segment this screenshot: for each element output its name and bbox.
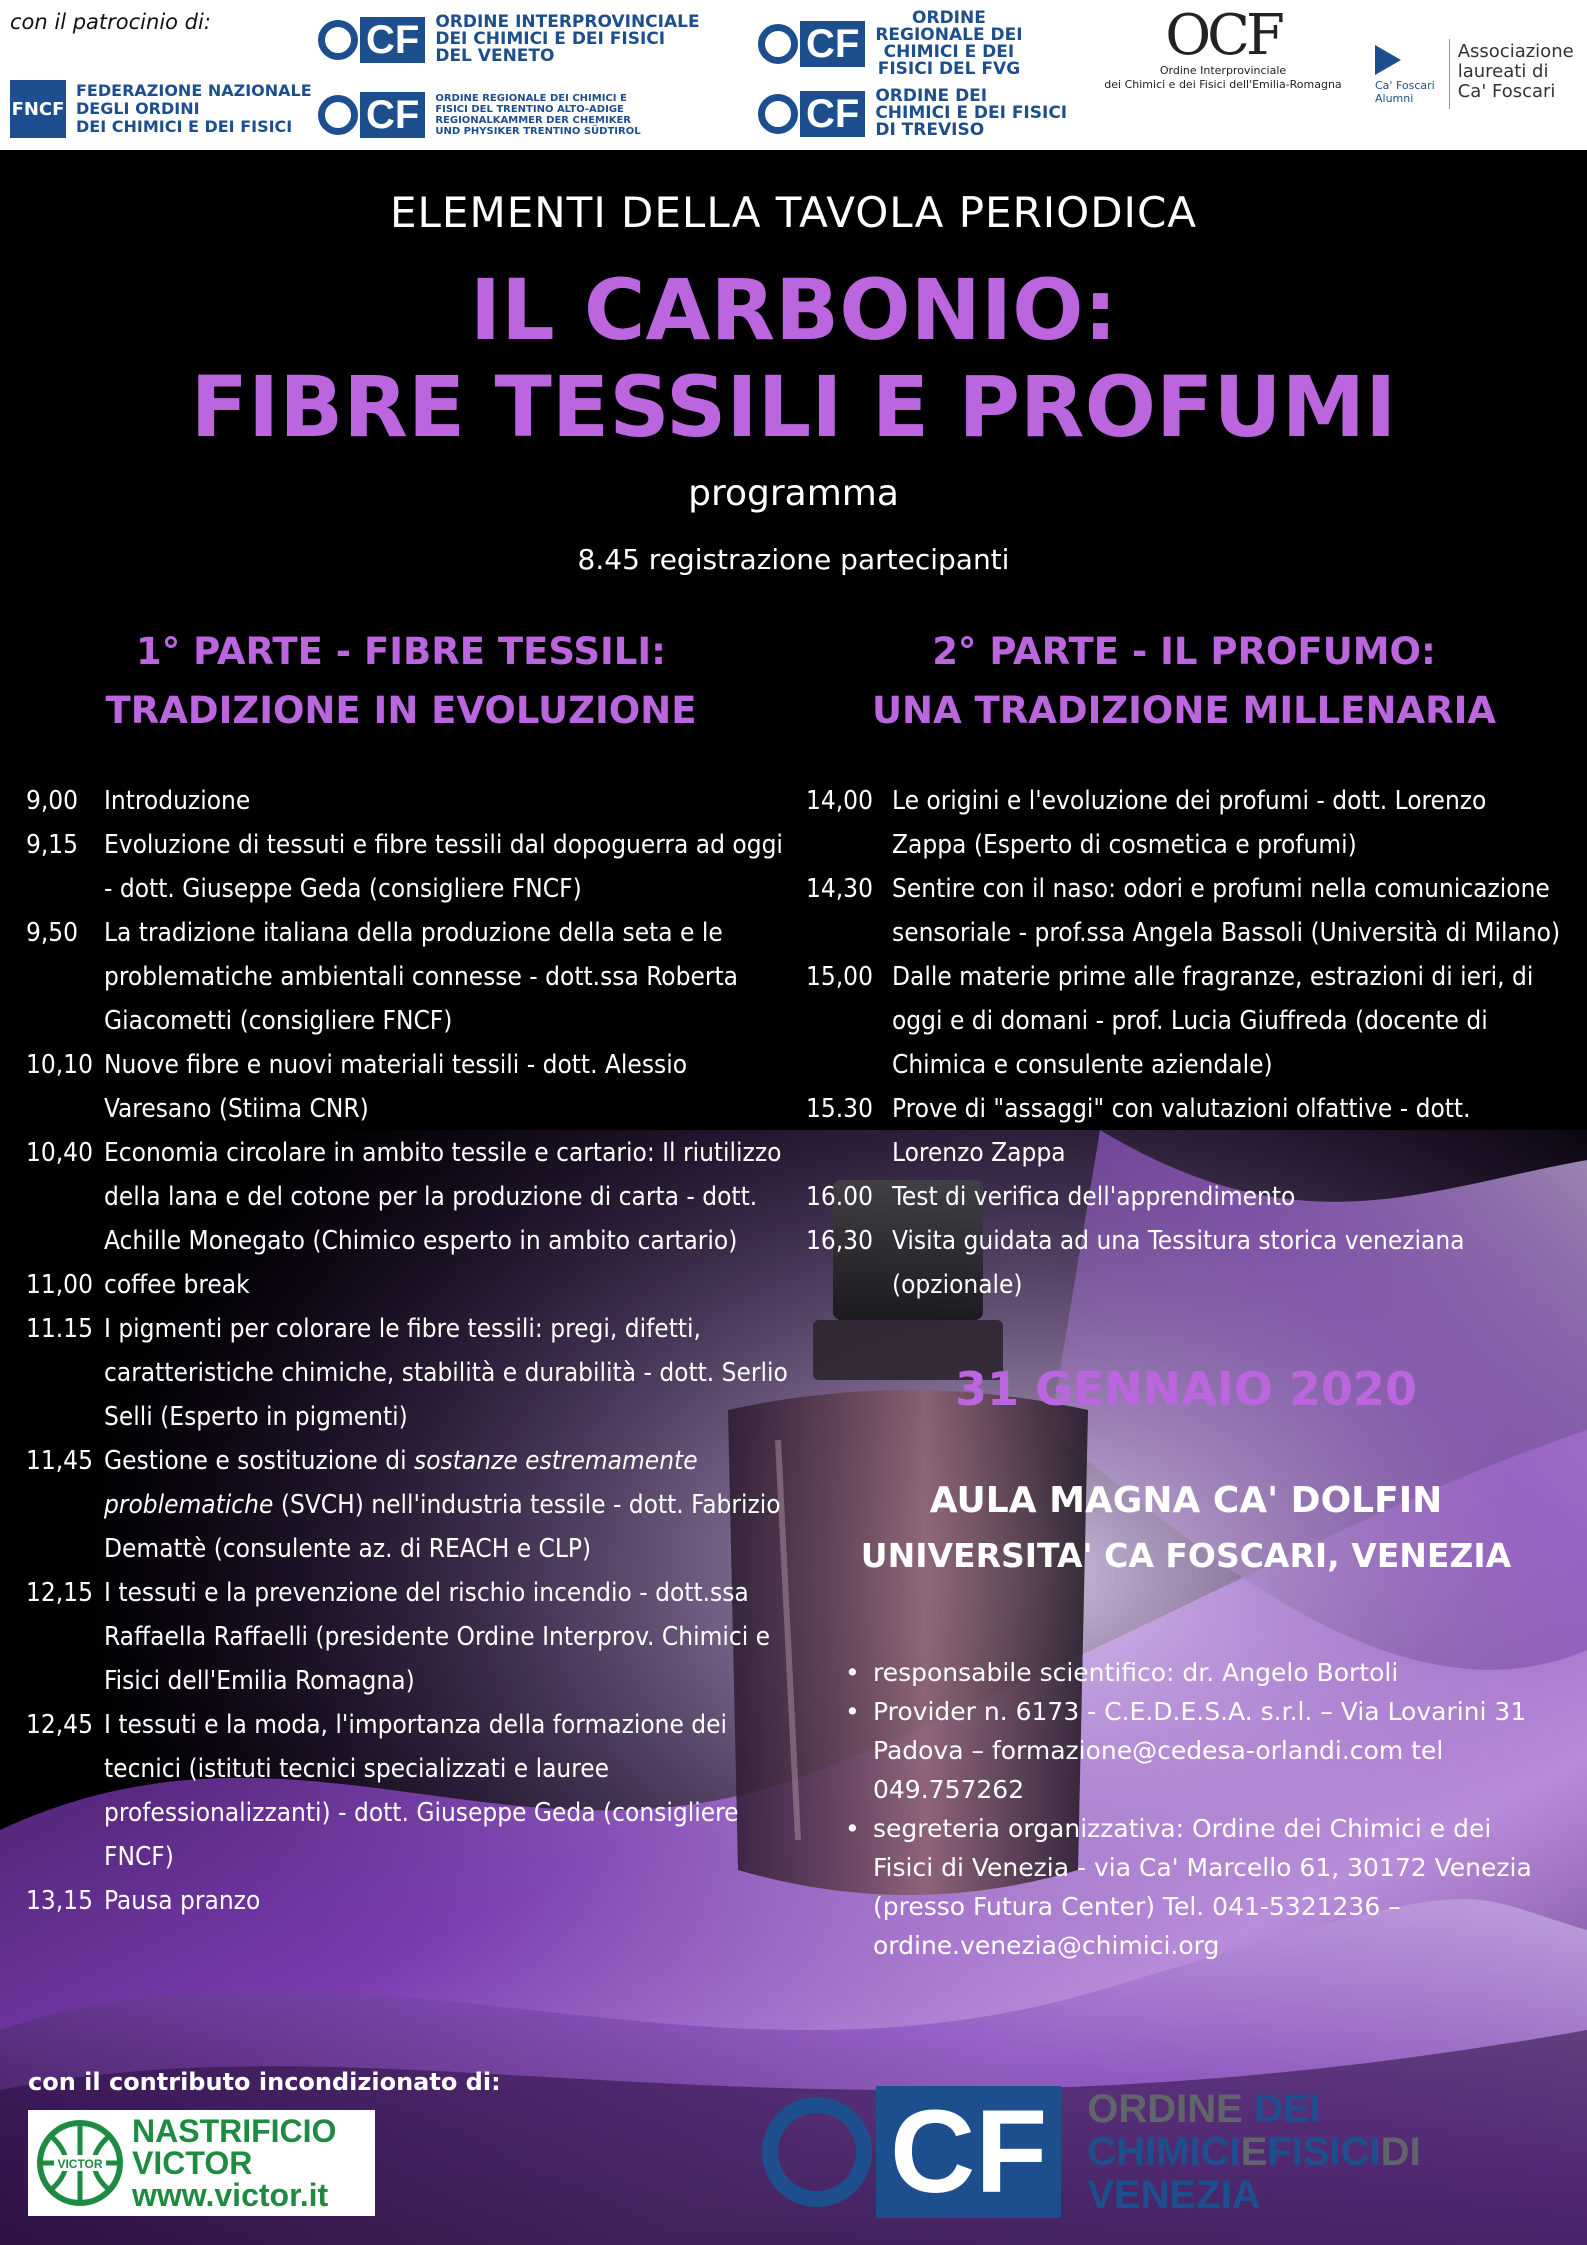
schedule-row <box>806 1175 1566 1219</box>
schedule-description: Nuove fibre e nuovi materiali tessili - dott. Alessio Varesano (Stiima CNR) <box>104 1050 688 1124</box>
description-text: Gestione e sostituzione di <box>104 1446 415 1476</box>
part2-heading <box>804 622 1564 740</box>
schedule-row <box>26 1263 796 1307</box>
fncf-name: FEDERAZIONE NAZIONALE DEGLI ORDINI DEI CHIMICI E DEI FISICI <box>76 81 312 136</box>
schedule-time: 15.30 <box>806 1094 873 1124</box>
schedule-description: Sentire con il naso: odori e profumi nella comunicazione sensoriale - prof.ssa Angela Bassoli (Università di Milano) <box>892 874 1561 948</box>
ocf-veneto-logo <box>318 14 700 65</box>
part1-heading-line-1: 1° PARTE - FIBRE TESSILI: <box>136 630 666 673</box>
list-item: • responsabile scientifico: dr. Angelo Bortoli <box>845 1653 1545 1692</box>
divider <box>1449 39 1450 109</box>
ocf-treviso-logo <box>758 88 1067 139</box>
part2-heading-line-1: 2° PARTE - IL PROFUMO: <box>932 630 1436 673</box>
cafoscari-association-name: Associazione laureati di Ca' Foscari <box>1457 41 1574 102</box>
schedule-time: 16.00 <box>806 1182 873 1212</box>
schedule-time: 11.15 <box>26 1314 93 1344</box>
schedule-description: I pigmenti per colorare le fibre tessili: pregi, difetti, caratteristiche chimiche, stabilità e durabilità - dott. Serlio Selli (Esperto in pigmenti) <box>104 1314 788 1432</box>
schedule-time: 16,30 <box>806 1226 873 1256</box>
ocf-emilia-name: Ordine Interprovinciale dei Chimici e dei Fisici dell'Emilia-Romagna <box>1104 64 1342 91</box>
ocf-emilia-monogram: OCF <box>1165 3 1281 68</box>
ocf-mark: CF <box>800 91 865 137</box>
ocf-mark: CF <box>876 2086 1061 2218</box>
schedule-time: 9,50 <box>26 918 79 948</box>
part1-heading-line-2: TRADIZIONE IN EVOLUZIONE <box>105 689 697 732</box>
schedule-time: 11,00 <box>26 1270 93 1300</box>
schedule-time: 10,10 <box>26 1050 93 1080</box>
schedule-row <box>26 779 796 823</box>
schedule-row <box>26 1043 796 1131</box>
ocf-ring-icon <box>758 94 798 134</box>
venue-location: UNIVERSITA' CA FOSCARI, VENEZIA <box>860 1536 1512 1575</box>
schedule-row <box>26 1703 796 1879</box>
name-part: E <box>1240 2129 1268 2174</box>
schedule-row <box>26 1439 796 1571</box>
schedule-row <box>806 1087 1566 1175</box>
ocf-trentino-logo <box>318 92 641 138</box>
schedule-description: Pausa pranzo <box>104 1886 261 1916</box>
title-line-1: IL CARBONIO: <box>469 261 1118 359</box>
event-date: 31 GENNAIO 2020 <box>954 1362 1418 1416</box>
schedule-description: I tessuti e la moda, l'importanza della formazione dei tecnici (istituti tecnici specializzati e lauree professionalizzanti) - dott. Giuseppe Geda (consigliere FNCF) <box>104 1710 739 1872</box>
list-item: • Provider n. 6173 - C.E.D.E.S.A. s.r.l. – Via Lovarini 31 Padova – formazione@cedesa-orlandi.com tel 049.757262 <box>845 1692 1545 1809</box>
ocf-venezia-name <box>1087 2088 1420 2217</box>
fncf-logo <box>10 80 312 138</box>
schedule-description: Evoluzione di tessuti e fibre tessili dal dopoguerra ad oggi - dott. Giuseppe Geda (consigliere FNCF) <box>104 830 783 904</box>
ocf-fvg-logo <box>758 10 1023 78</box>
schedule-time: 13,15 <box>26 1886 93 1916</box>
ocf-ring-icon <box>762 2097 872 2207</box>
ocf-emilia-logo <box>1078 3 1368 92</box>
name-part: DEI <box>1253 2086 1321 2131</box>
venue-name: AULA MAGNA CA' DOLFIN <box>929 1480 1443 1521</box>
schedule-description <box>104 1439 796 1571</box>
schedule-description: coffee break <box>104 1270 250 1300</box>
organizer-info-list <box>845 1653 1545 1965</box>
schedule-time: 9,00 <box>26 786 79 816</box>
victor-logo <box>28 2110 375 2216</box>
cafoscari-alumni-logo <box>1375 41 1574 109</box>
schedule-time: 15,00 <box>806 962 873 992</box>
schedule-row <box>806 867 1566 955</box>
ocf-ring-icon <box>318 20 358 60</box>
schedule-row <box>806 779 1566 867</box>
ocf-mark: CF <box>800 21 865 67</box>
ocf-ring-icon <box>318 95 358 135</box>
schedule-description: La tradizione italiana della produzione della seta e le problematiche ambientali connesse - dott.ssa Roberta Giacometti (consigliere FNCF) <box>104 918 738 1036</box>
schedule-description: Prove di "assaggi" con valutazioni olfattive - dott. Lorenzo Zappa <box>892 1094 1471 1168</box>
schedule-row <box>26 911 796 1043</box>
schedule-row <box>26 1307 796 1439</box>
description-emphasis: sostanze estremamente problematiche <box>104 1446 698 1520</box>
fncf-mark: FNCF <box>10 80 66 138</box>
ocf-fvg-name: ORDINE REGIONALE DEI CHIMICI E DEI FISICI DEL FVG <box>875 8 1023 79</box>
name-part: DI <box>1380 2129 1421 2174</box>
part2-heading-line-2: UNA TRADIZIONE MILLENARIA <box>871 689 1497 732</box>
schedule-description: Le origini e l'evoluzione dei profumi - dott. Lorenzo Zappa (Esperto di cosmetica e profumi) <box>892 786 1487 860</box>
name-part: FISICI <box>1267 2129 1381 2174</box>
patronage-label: con il patrocinio di: <box>10 10 211 34</box>
schedule-part1 <box>26 779 796 1923</box>
name-part: VENEZIA <box>1087 2172 1261 2217</box>
schedule-row <box>26 823 796 911</box>
ocf-mark: CF <box>360 92 425 138</box>
part1-heading <box>21 622 781 740</box>
schedule-time: 14,30 <box>806 874 873 904</box>
schedule-description: Introduzione <box>104 786 251 816</box>
schedule-description: Test di verifica dell'apprendimento <box>892 1182 1296 1212</box>
cafoscari-alumni-label: Ca' Foscari Alumni <box>1375 79 1435 105</box>
schedule-part2 <box>806 779 1566 1307</box>
list-item: • segreteria organizzativa: Ordine dei Chimici e dei Fisici di Venezia - via Ca' Marcello 61, 30172 Venezia (presso Futura Center) Tel. 041-5321236 – ordine.venezia@chimici.org <box>845 1809 1545 1965</box>
schedule-row <box>806 1219 1566 1307</box>
name-part: ORDINE <box>1087 2086 1254 2131</box>
ocf-treviso-name: ORDINE DEI CHIMICI E DEI FISICI DI TREVISO <box>875 86 1068 140</box>
ocf-mark: CF <box>360 17 425 63</box>
schedule-time: 12,45 <box>26 1710 93 1740</box>
event-supertitle: ELEMENTI DELLA TAVOLA PERIODICA <box>390 188 1197 237</box>
programma-heading: programma <box>688 473 899 514</box>
description-text: (SVCH) nell'industria tessile - dott. Fabrizio Demattè (consulente az. di REACH e CLP) <box>104 1490 781 1564</box>
event-title <box>0 262 1587 456</box>
schedule-description: Economia circolare in ambito tessile e cartario: Il riutilizzo della lana e del cotone per la produzione di carta - dott. Achille Monegato (Chimico esperto in ambito cartario) <box>104 1138 782 1256</box>
victor-logo-text: VICTOR <box>57 2157 103 2171</box>
schedule-description: Visita guidata ad una Tessitura storica veneziana (opzionale) <box>892 1226 1465 1300</box>
schedule-row <box>26 1879 796 1923</box>
sponsor-header <box>0 0 1587 150</box>
schedule-time: 9,15 <box>26 830 79 860</box>
ocf-ring-icon <box>758 24 798 64</box>
ocf-venezia-logo <box>762 2086 1421 2218</box>
registration-note: 8.45 registrazione partecipanti <box>577 543 1010 576</box>
schedule-time: 12,15 <box>26 1578 93 1608</box>
name-part: CHIMICI <box>1087 2129 1241 2174</box>
cafoscari-triangle-icon <box>1375 45 1401 75</box>
schedule-description: I tessuti e la prevenzione del rischio incendio - dott.ssa Raffaella Raffaelli (presidente Ordine Interprov. Chimici e Fisici dell'Emilia Romagna) <box>104 1578 771 1696</box>
victor-globe-icon <box>36 2119 124 2207</box>
schedule-time: 11,45 <box>26 1446 93 1476</box>
ocf-trentino-name: ORDINE REGIONALE DEI CHIMICI E FISICI DEL TRENTINO ALTO-ADIGE REGIONALKAMMER DER CHEMIKER UND PHYSIKER TRENTINO SÜDTIROL <box>435 93 641 137</box>
schedule-time: 10,40 <box>26 1138 93 1168</box>
schedule-row <box>26 1571 796 1703</box>
schedule-time: 14,00 <box>806 786 873 816</box>
ocf-veneto-name: ORDINE INTERPROVINCIALE DEI CHIMICI E DEI FISICI DEL VENETO <box>435 12 700 66</box>
victor-name: NASTRIFICIO VICTOR www.victor.it <box>132 2113 337 2213</box>
title-line-2: FIBRE TESSILI E PROFUMI <box>190 358 1397 456</box>
contribution-label: con il contributo incondizionato di: <box>28 2068 501 2096</box>
schedule-description: Dalle materie prime alle fragranze, estrazioni di ieri, di oggi e di domani - prof. Lucia Giuffreda (docente di Chimica e consulente aziendale) <box>892 962 1534 1080</box>
schedule-row <box>806 955 1566 1087</box>
schedule-row <box>26 1131 796 1263</box>
